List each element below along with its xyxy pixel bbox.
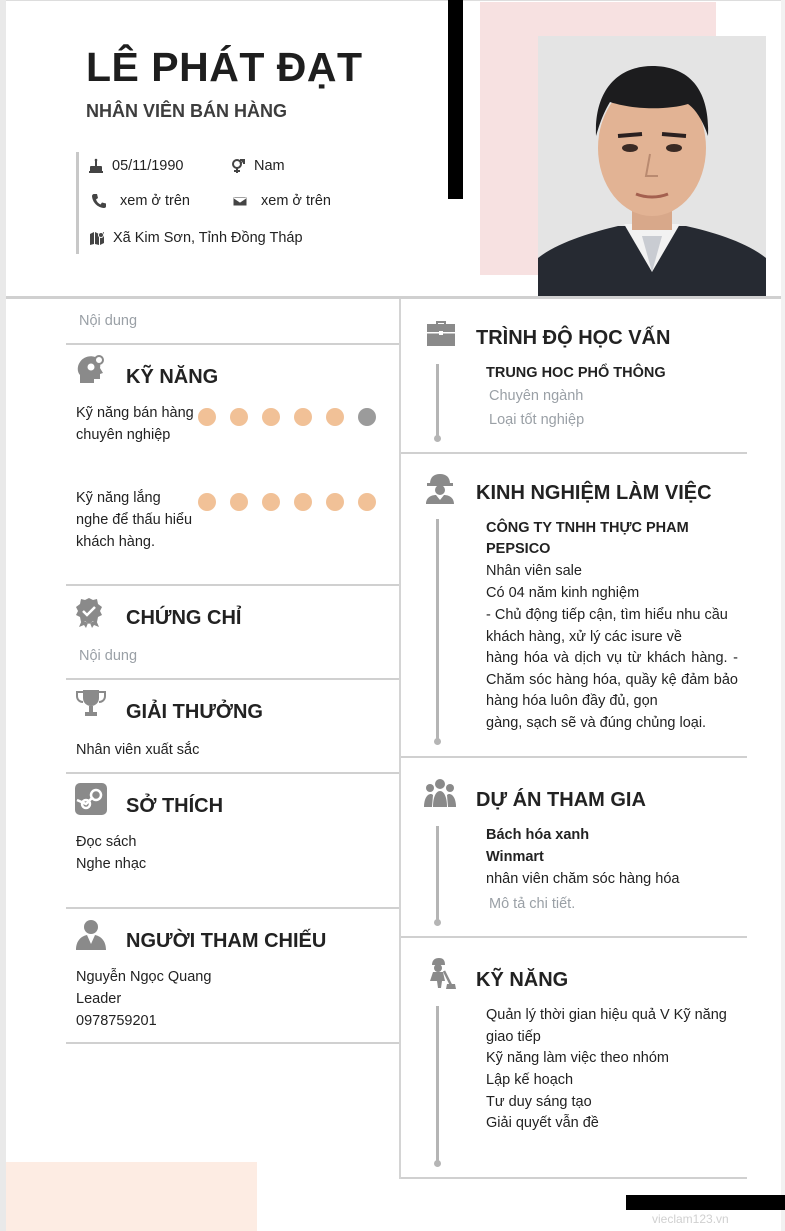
worker-icon xyxy=(424,472,456,504)
hobby-item-1: Đọc sách xyxy=(76,834,137,850)
group-icon xyxy=(424,777,456,809)
experience-desc-2: hàng hóa và dịch vụ từ khách hàng. - Chăm sóc hàng hóa, quầy kệ đảm bảo hàng hóa luôn đầy đủ, gọn xyxy=(486,650,738,710)
project-desc-placeholder: Mô tả chi tiết. xyxy=(489,896,576,912)
projects-timeline xyxy=(436,826,439,922)
info-bar xyxy=(76,152,79,254)
rating-dot xyxy=(326,408,344,426)
left-divider-2 xyxy=(66,584,399,586)
rating-dot xyxy=(198,408,216,426)
trophy-icon xyxy=(75,688,107,720)
references-title: NGƯỜI THAM CHIẾU xyxy=(126,930,327,952)
certificates-placeholder: Nội dung xyxy=(79,648,138,664)
person-icon xyxy=(75,918,107,950)
skill-line-4: Tư duy sáng tạo xyxy=(486,1094,592,1110)
education-school: TRUNG HOC PHỔ THÔNG xyxy=(486,365,666,381)
education-timeline xyxy=(436,364,439,438)
hobby-item-2: Nghe nhạc xyxy=(76,856,147,872)
birthday-item xyxy=(88,158,184,174)
skills-title-right: KỸ NĂNG xyxy=(476,969,569,991)
experience-desc-3: gàng, sạch sẽ và đúng chủng loại. xyxy=(486,715,707,731)
projects-title: DỰ ÁN THAM GIA xyxy=(476,789,646,811)
rating-dot xyxy=(198,493,216,511)
skill-rating-2 xyxy=(198,493,376,511)
skill-line-5: Giải quyết vẫn đề xyxy=(486,1115,599,1131)
briefcase-icon xyxy=(425,318,457,350)
candidate-name: LÊ PHÁT ĐẠT xyxy=(86,44,363,90)
profile-photo xyxy=(538,36,766,296)
steam-icon xyxy=(75,783,107,815)
timeline-dot xyxy=(434,435,441,442)
rating-dot xyxy=(230,493,248,511)
project-role: nhân viên chăm sóc hàng hóa xyxy=(486,871,680,887)
experience-desc-1: - Chủ động tiếp cận, tìm hiểu nhu cầu khách hàng, xử lý các isure về xyxy=(486,607,728,645)
skills-timeline xyxy=(436,1006,439,1164)
job-title: NHÂN VIÊN BÁN HÀNG xyxy=(86,101,288,121)
intro-placeholder: Nội dung xyxy=(79,313,138,329)
company-name-line2: PEPSICO xyxy=(486,541,551,557)
address-value: Xã Kim Sơn, Tỉnh Đồng Tháp xyxy=(113,230,303,246)
email-value: xem ở trên xyxy=(261,193,331,209)
skill-name-2: Kỹ năng lắng nghe để thấu hiểu khách hàng. xyxy=(76,490,193,550)
gender-item xyxy=(230,158,285,174)
certificates-title: CHỨNG CHỈ xyxy=(126,607,242,629)
envelope-icon xyxy=(232,193,248,209)
awards-title: GIẢI THƯỞNG xyxy=(126,701,263,723)
skill-line-1: Quản lý thời gian hiệu quả V Kỹ năng giao tiếp xyxy=(486,1007,727,1045)
experience-duration: Có 04 năm kinh nghiệm xyxy=(486,585,640,601)
right-divider-4 xyxy=(401,1177,747,1179)
experience-title: KINH NGHIỆM LÀM VIỆC xyxy=(476,482,712,504)
phone-icon xyxy=(91,193,107,209)
gender-value: Nam xyxy=(254,158,285,174)
rating-dot xyxy=(262,408,280,426)
skill-line-2: Kỹ năng làm việc theo nhóm xyxy=(486,1050,669,1066)
footer-black-strip xyxy=(626,1195,785,1210)
portrait-image xyxy=(538,36,766,296)
gender-icon xyxy=(230,158,246,174)
header-divider xyxy=(6,296,781,299)
award-badge-icon xyxy=(74,596,106,628)
page-left-edge xyxy=(0,0,6,1231)
skill-rating-1 xyxy=(198,408,376,426)
education-title: TRÌNH ĐỘ HỌC VẤN xyxy=(476,327,671,349)
experience-position: Nhân viên sale xyxy=(486,563,582,579)
reference-position: Leader xyxy=(76,991,122,1007)
rating-dot xyxy=(230,408,248,426)
email-item xyxy=(232,193,331,209)
right-divider-1 xyxy=(401,452,747,454)
left-divider-3 xyxy=(66,678,399,680)
rating-dot xyxy=(294,408,312,426)
left-divider-6 xyxy=(66,1042,399,1044)
timeline-dot xyxy=(434,919,441,926)
head-gears-icon xyxy=(76,353,108,385)
experience-timeline xyxy=(436,519,439,741)
reference-phone: 0978759201 xyxy=(76,1013,157,1029)
cleaning-worker-icon xyxy=(424,957,456,989)
rating-dot xyxy=(358,408,376,426)
header-black-bar xyxy=(448,0,463,199)
project-name-1: Bách hóa xanh xyxy=(486,827,590,843)
address-item xyxy=(89,230,303,246)
reference-name: Nguyễn Ngọc Quang xyxy=(76,969,212,985)
project-name-2: Winmart xyxy=(486,849,544,865)
column-divider xyxy=(399,299,401,1179)
hobbies-title: SỞ THÍCH xyxy=(126,795,224,817)
phone-item xyxy=(91,193,190,209)
education-major-placeholder: Chuyên ngành xyxy=(489,388,584,404)
left-divider-4 xyxy=(66,772,399,774)
rating-dot xyxy=(326,493,344,511)
phone-value: xem ở trên xyxy=(120,193,190,209)
timeline-dot xyxy=(434,1160,441,1167)
rating-dot xyxy=(294,493,312,511)
page-top-edge xyxy=(0,0,785,1)
left-divider-1 xyxy=(66,343,399,345)
birthday-value: 05/11/1990 xyxy=(112,158,184,174)
rating-dot xyxy=(262,493,280,511)
skills-title-left: KỸ NĂNG xyxy=(126,366,219,388)
rating-dot xyxy=(358,493,376,511)
page-right-edge xyxy=(781,0,785,1231)
cake-icon xyxy=(88,158,104,174)
watermark: vieclam123.vn xyxy=(652,1212,729,1226)
right-divider-3 xyxy=(401,936,747,938)
left-divider-5 xyxy=(66,907,399,909)
map-icon xyxy=(89,230,105,246)
awards-text: Nhân viên xuất sắc xyxy=(76,742,200,758)
timeline-dot xyxy=(434,738,441,745)
right-divider-2 xyxy=(401,756,747,758)
footer-peach-block xyxy=(6,1162,257,1231)
company-name-line1: CÔNG TY TNHH THỰC PHAM xyxy=(486,520,689,536)
education-grade-placeholder: Loại tốt nghiệp xyxy=(489,412,585,428)
skill-line-3: Lập kế hoạch xyxy=(486,1072,574,1088)
skill-name-1: Kỹ năng bán hàng chuyên nghiệp xyxy=(76,405,194,443)
